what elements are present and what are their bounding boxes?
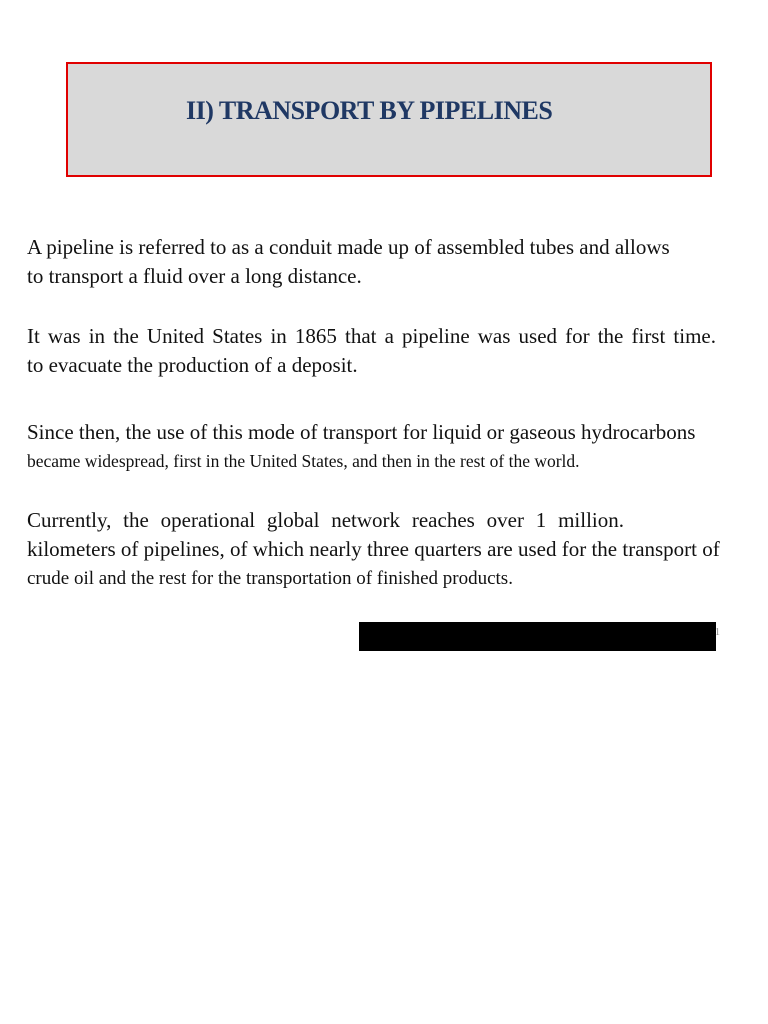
paragraph-line: Since then, the use of this mode of transport for liquid or gaseous hydrocarbons — [27, 420, 696, 444]
paragraph-line: It was in the United States in 1865 that a pipeline was used for the first time. — [27, 324, 716, 348]
paragraph-line: became widespread, first in the United States, and then in the rest of the world. — [27, 451, 580, 471]
paragraph-line: Currently, the operational global network reaches over 1 million. — [27, 508, 624, 532]
paragraph-history — [27, 322, 727, 380]
paragraph-spread — [27, 418, 727, 476]
paragraph-line: A pipeline is referred to as a conduit made up of assembled tubes and allows — [27, 235, 670, 259]
paragraph-line: crude oil and the rest for the transportation of finished products. — [27, 568, 513, 589]
page-title: II) TRANSPORT BY PIPELINES — [186, 96, 553, 125]
paragraph-line: to transport a fluid over a long distance. — [27, 264, 362, 288]
page-number: 1 — [715, 627, 720, 638]
paragraph-line: to evacuate the production of a deposit. — [27, 353, 358, 377]
paragraph-pipeline-definition — [27, 233, 727, 291]
redaction-bar — [359, 622, 716, 651]
paragraph-current-network — [27, 506, 727, 593]
paragraph-line: kilometers of pipelines, of which nearly three quarters are used for the transport of — [27, 537, 720, 561]
title-box — [66, 62, 712, 177]
